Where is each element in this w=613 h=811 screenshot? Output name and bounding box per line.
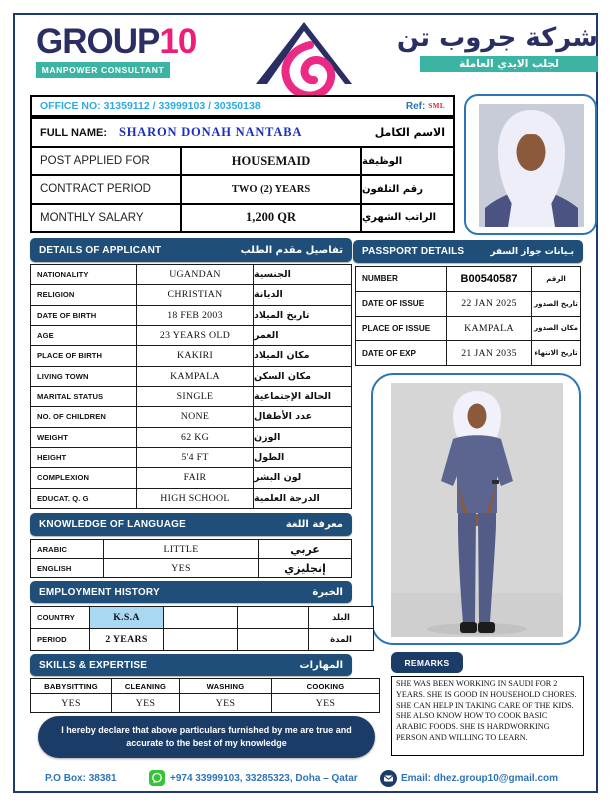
field-label: ARABIC bbox=[37, 544, 68, 554]
language-table bbox=[30, 539, 352, 578]
empty-cell bbox=[163, 629, 237, 650]
declaration-text: I hereby declare that above particulars furnished by me are true and accurate to the best of my knowledge bbox=[61, 724, 352, 748]
full-name-row bbox=[32, 119, 453, 148]
table-row bbox=[31, 607, 373, 629]
section-title: KNOWLEDGE OF LANGUAGE bbox=[39, 519, 186, 530]
brand-right bbox=[388, 24, 598, 72]
full-name-arabic-label: الاسم الكامل bbox=[374, 126, 445, 139]
field-label-arabic: عدد الأطفال bbox=[254, 411, 313, 423]
summary-table bbox=[30, 117, 455, 233]
table-row bbox=[32, 148, 453, 176]
field-label: DATE OF ISSUE bbox=[362, 299, 425, 309]
field-label-arabic: الدرجة العلمية bbox=[254, 492, 320, 504]
employment-table bbox=[30, 606, 374, 651]
field-label-arabic: الطول bbox=[254, 452, 285, 464]
field-label-arabic: تاريخ الصدور bbox=[534, 299, 578, 308]
brand-logo-icon bbox=[252, 18, 356, 98]
brand-logo-text bbox=[36, 24, 196, 59]
section-title-arabic: بـيانات جواز السفر bbox=[490, 246, 574, 257]
table-row bbox=[31, 326, 351, 346]
field-label: MARITAL STATUS bbox=[37, 392, 104, 402]
field-label-arabic: رقم التلفون bbox=[362, 183, 423, 195]
field-label: LIVING TOWN bbox=[37, 371, 89, 381]
field-label-arabic: المدة bbox=[330, 634, 352, 645]
field-label: NO. OF CHILDREN bbox=[37, 412, 106, 422]
table-row bbox=[31, 679, 379, 694]
table-row bbox=[31, 559, 351, 577]
brand-arabic-title: شركة جروب تن bbox=[396, 23, 598, 53]
whatsapp-icon bbox=[149, 770, 165, 786]
section-title: DETAILS OF APPLICANT bbox=[39, 244, 162, 256]
applicant-table bbox=[30, 264, 352, 509]
field-value: 23 YEARS OLD bbox=[136, 326, 254, 345]
table-row bbox=[356, 341, 580, 365]
table-row bbox=[356, 292, 580, 317]
email-icon bbox=[380, 770, 397, 787]
pobox-text: P.O Box: 38381 bbox=[45, 773, 117, 784]
section-title: EMPLOYMENT HISTORY bbox=[39, 586, 160, 598]
field-label: PERIOD bbox=[37, 635, 67, 644]
field-label-arabic: مكان الصدور bbox=[534, 324, 578, 333]
section-title-arabic: المهارات bbox=[299, 659, 343, 671]
field-value: YES bbox=[271, 694, 379, 712]
field-value: YES bbox=[111, 694, 179, 712]
field-value: 2 YEARS bbox=[89, 629, 163, 650]
table-row bbox=[31, 694, 379, 712]
field-label: HEIGHT bbox=[37, 453, 67, 463]
table-row bbox=[31, 468, 351, 488]
ref-label: Ref: bbox=[405, 100, 426, 112]
column-header: BABYSITTING bbox=[44, 681, 98, 691]
field-value: HOUSEMAID bbox=[180, 148, 362, 174]
table-row bbox=[31, 489, 351, 508]
field-label-arabic: الحالة الإجتماعية bbox=[254, 391, 331, 403]
field-value: YES bbox=[61, 697, 81, 709]
field-label: ENGLISH bbox=[37, 563, 72, 573]
field-label: MONTHLY SALARY bbox=[40, 211, 144, 224]
table-row bbox=[31, 346, 351, 366]
table-row bbox=[31, 540, 351, 559]
table-row bbox=[31, 387, 351, 407]
brand-left bbox=[36, 24, 196, 78]
field-value: SINGLE bbox=[136, 387, 254, 406]
field-label: WEIGHT bbox=[37, 432, 68, 442]
field-value: 1,200 QR bbox=[180, 205, 362, 231]
table-row bbox=[31, 448, 351, 468]
empty-cell bbox=[237, 629, 309, 650]
table-row bbox=[31, 265, 351, 285]
brand-main: GROUP bbox=[36, 22, 160, 61]
full-name-label: FULL NAME: bbox=[40, 126, 108, 139]
empty-cell bbox=[237, 607, 309, 628]
field-value: KAMPALA bbox=[446, 317, 532, 341]
field-label-arabic: تاريخ الميلاد bbox=[254, 309, 310, 321]
ref-value: SML bbox=[428, 102, 445, 110]
field-value: 22 JAN 2025 bbox=[446, 292, 532, 316]
field-label: DATE OF EXP bbox=[362, 348, 416, 358]
passport-section-header bbox=[353, 240, 583, 263]
field-label-arabic: الرقم bbox=[546, 274, 566, 283]
section-title: PASSPORT DETAILS bbox=[362, 246, 465, 257]
field-value: TWO (2) YEARS bbox=[180, 176, 362, 202]
table-row bbox=[31, 428, 351, 448]
column-header: WASHING bbox=[179, 679, 271, 693]
field-value: KAMPALA bbox=[136, 367, 254, 386]
field-value: CHRISTIAN bbox=[136, 285, 254, 304]
field-label-arabic: العمر bbox=[254, 330, 279, 342]
field-label: PLACE OF BIRTH bbox=[37, 351, 103, 361]
table-row bbox=[31, 407, 351, 427]
field-label-arabic: الوظيفة bbox=[362, 155, 403, 167]
remarks-title: REMARKS bbox=[404, 657, 450, 668]
empty-cell bbox=[163, 607, 237, 628]
table-row bbox=[32, 205, 453, 231]
field-value: K.S.A bbox=[89, 607, 163, 628]
field-label: CONTRACT PERIOD bbox=[40, 183, 151, 196]
table-row bbox=[32, 176, 453, 204]
brand-accent: 10 bbox=[159, 22, 197, 61]
field-value: 21 JAN 2035 bbox=[446, 341, 532, 365]
full-name-value: SHARON DONAH NANTABA bbox=[119, 125, 303, 139]
field-value: KAKIRI bbox=[136, 346, 254, 365]
id-photo bbox=[479, 104, 584, 227]
office-number-bar bbox=[30, 95, 455, 117]
field-label: NUMBER bbox=[362, 274, 398, 284]
field-value: FAIR bbox=[136, 468, 254, 487]
field-value: UGANDAN bbox=[136, 265, 254, 284]
field-value: LITTLE bbox=[103, 540, 259, 558]
section-title-arabic: تفاصيل مقدم الطلب bbox=[240, 244, 343, 256]
passport-table bbox=[355, 266, 581, 366]
table-row bbox=[31, 629, 373, 650]
field-label-arabic: الراتب الشهري bbox=[362, 212, 436, 224]
field-label: COUNTRY bbox=[37, 613, 75, 622]
table-row bbox=[31, 306, 351, 326]
field-label-arabic: إنجليزي bbox=[284, 561, 326, 575]
field-value: NONE bbox=[136, 407, 254, 426]
section-title: SKILLS & EXPERTISE bbox=[39, 659, 148, 671]
field-value: 18 FEB 2003 bbox=[136, 306, 254, 325]
field-label-arabic: البلد bbox=[332, 612, 350, 623]
field-label: DATE OF BIRTH bbox=[37, 310, 97, 320]
field-value: HIGH SCHOOL bbox=[136, 489, 254, 508]
brand-arabic-subtitle: لجلب الايدي العاملة bbox=[420, 56, 598, 72]
body-photo-frame bbox=[371, 373, 581, 645]
id-photo-frame bbox=[464, 94, 597, 235]
field-label: RELIGION bbox=[37, 290, 75, 300]
phone-text: +974 33999103, 33285323, Doha – Qatar bbox=[170, 773, 358, 784]
brand-subtitle: MANPOWER CONSULTANT bbox=[36, 62, 170, 78]
field-value: YES bbox=[103, 559, 259, 577]
field-label: NATIONALITY bbox=[37, 270, 89, 280]
table-row bbox=[31, 367, 351, 387]
employment-section-header bbox=[30, 581, 352, 603]
field-value: B00540587 bbox=[446, 267, 532, 291]
body-photo bbox=[391, 383, 563, 637]
field-label: PLACE OF ISSUE bbox=[362, 323, 431, 333]
field-label: POST APPLIED FOR bbox=[40, 155, 150, 168]
table-row bbox=[356, 267, 580, 292]
section-title-arabic: الخبرة bbox=[312, 586, 343, 598]
skills-table bbox=[30, 678, 380, 713]
remarks-box bbox=[391, 676, 584, 756]
field-label-arabic: الجنسية bbox=[254, 269, 291, 281]
table-row bbox=[31, 285, 351, 305]
column-header: CLEANING bbox=[111, 679, 179, 693]
field-value: 62 KG bbox=[136, 428, 254, 447]
field-label-arabic: مكان السكن bbox=[254, 370, 311, 382]
skills-section-header bbox=[30, 654, 352, 676]
remarks-badge bbox=[391, 652, 463, 673]
field-label: COMPLEXION bbox=[37, 473, 90, 483]
field-label-arabic: الديانة bbox=[254, 289, 283, 301]
language-section-header bbox=[30, 513, 352, 536]
office-number: OFFICE NO: 31359112 / 33999103 / 30350138 bbox=[40, 100, 261, 112]
field-label-arabic: مكان الميلاد bbox=[254, 350, 310, 362]
field-value: YES bbox=[179, 694, 271, 712]
field-value: 5'4 FT bbox=[136, 448, 254, 467]
field-label: EDUCAT. Q. G bbox=[37, 493, 89, 503]
field-label-arabic: الوزن bbox=[254, 431, 281, 443]
field-label: AGE bbox=[37, 331, 54, 341]
declaration-pill bbox=[38, 716, 375, 758]
table-row bbox=[356, 317, 580, 342]
email-text: Email: dhez.group10@gmail.com bbox=[401, 773, 559, 784]
section-title-arabic: معرفة اللغة bbox=[285, 519, 343, 530]
applicant-section-header bbox=[30, 238, 352, 262]
field-label-arabic: لون البشر bbox=[254, 472, 302, 484]
field-label-arabic: تاريخ الانتهاء bbox=[534, 349, 578, 358]
field-label-arabic: عربي bbox=[290, 542, 320, 556]
column-header: COOKING bbox=[271, 679, 379, 693]
remarks-text: SHE WAS BEEN WORKING IN SAUDI FOR 2 YEARS. SHE IS GOOD IN HOUSEHOLD CHORES. SHE CAN HELP IN TAKING CARE OF THE KIDS. SHE ALSO KNOW HOW TO COOK BASIC ARABIC FOODS. SHE IS HARDWORKING PERSON AND WILLING TO LEARN. bbox=[396, 679, 577, 743]
